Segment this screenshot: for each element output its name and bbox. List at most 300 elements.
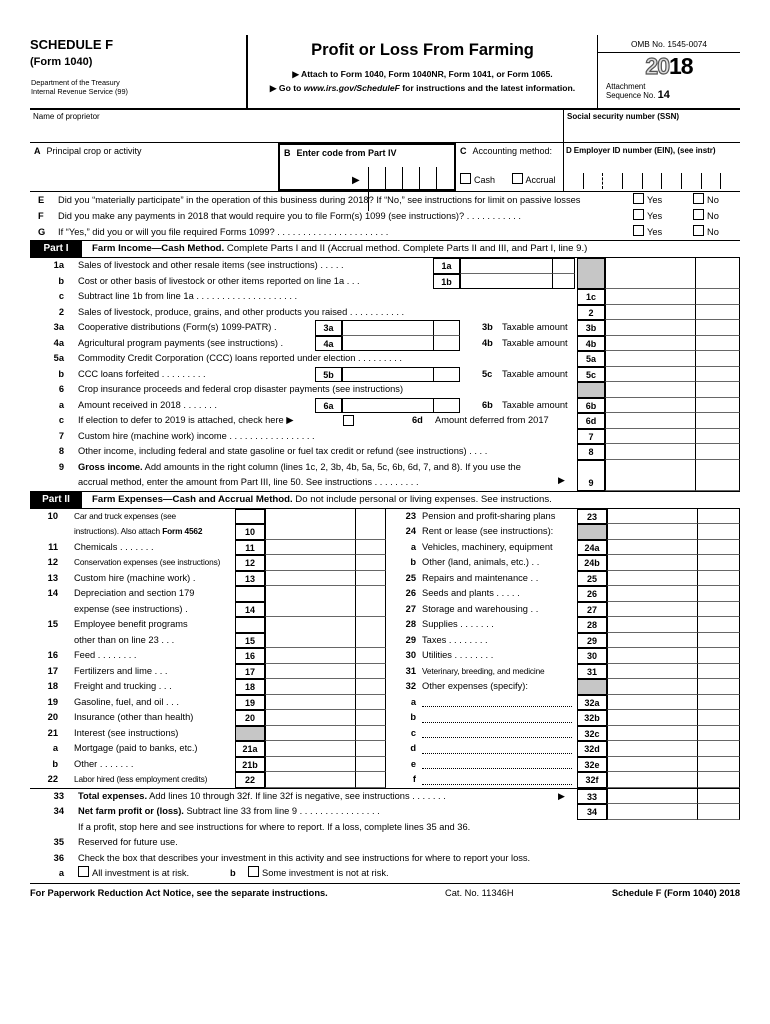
amount-6d-input[interactable] — [605, 413, 695, 429]
no-label: No — [707, 211, 719, 221]
row-24a — [390, 540, 740, 556]
cents-8-input[interactable] — [695, 444, 740, 460]
shaded-cell — [577, 679, 607, 695]
row-28 — [390, 617, 740, 633]
amount-22-input[interactable] — [265, 772, 355, 788]
all-at-risk-label: All investment is at risk. — [92, 868, 190, 878]
amount-7-input[interactable] — [605, 429, 695, 445]
dept-line1: Department of the Treasury — [31, 78, 120, 87]
cents-13-input[interactable] — [355, 571, 386, 587]
line-e-no-checkbox[interactable] — [693, 193, 704, 204]
row-5b — [30, 367, 740, 383]
row-21a — [30, 741, 386, 757]
shaded-cell — [235, 726, 265, 742]
line-number: 27 — [405, 603, 416, 614]
line-label: Commodity Credit Corporation (CCC) loans reported under election . . . . . . . . . — [78, 353, 402, 363]
amount-32a-input[interactable] — [607, 695, 697, 711]
amount-6b-input[interactable] — [605, 398, 695, 414]
cents-6b-input[interactable] — [695, 398, 740, 414]
line-5c-number: 5c — [482, 368, 493, 379]
amount-14-input[interactable] — [265, 586, 355, 617]
row-32b — [390, 710, 740, 726]
amount-27-input[interactable] — [607, 602, 697, 618]
line-box: 32d — [577, 741, 607, 757]
row-21b — [30, 757, 386, 773]
amount-cell[interactable] — [605, 258, 695, 274]
line-box: 1b — [433, 274, 460, 290]
amount-20-input[interactable] — [265, 710, 355, 726]
line-label: Reserved for future use. — [78, 837, 178, 847]
shaded-cell — [577, 274, 605, 290]
amount-4a-input[interactable] — [342, 336, 433, 352]
cents-cell[interactable] — [695, 382, 740, 398]
code-arrow-icon: ▶ — [352, 175, 360, 186]
line-number: 14 — [47, 588, 58, 598]
part2-subtitle: Do not include personal or living expenses. See instructions. — [292, 493, 552, 505]
cents-17-input[interactable] — [355, 664, 386, 680]
line-number: 2 — [58, 306, 64, 317]
line-box: 21a — [235, 741, 265, 757]
cents-9-input[interactable] — [695, 460, 740, 491]
cents-10-input[interactable] — [355, 509, 386, 540]
row-2 — [30, 305, 740, 321]
line-label: Taxes . . . . . . . . — [422, 634, 488, 645]
cents-29-input[interactable] — [697, 633, 740, 649]
amount-8-input[interactable] — [605, 444, 695, 460]
line-box: 3a — [315, 320, 342, 336]
line-box: 16 — [235, 648, 265, 664]
amount-31-input[interactable] — [607, 664, 697, 680]
row-9 — [30, 460, 740, 491]
row-3a — [30, 320, 740, 336]
line-number: 7 — [58, 430, 64, 441]
line-label: Veterinary, breeding, and medicine — [422, 665, 545, 676]
some-not-at-risk-checkbox[interactable] — [248, 866, 259, 877]
line-label: Pension and profit-sharing plans — [422, 510, 556, 521]
row-32 — [390, 679, 740, 695]
other-expense-writein[interactable] — [422, 706, 572, 707]
form-4562-ref: Form 4562 — [162, 526, 203, 536]
line-box: 2 — [577, 305, 605, 321]
line-label-2: expense (see instructions) . — [74, 603, 188, 614]
cents-cell[interactable] — [695, 258, 740, 274]
line-label: Conservation expenses (see instructions) — [74, 557, 221, 567]
form-id-block — [30, 35, 248, 108]
line-f-row — [30, 208, 740, 224]
catalog-number: Cat. No. 11346H — [445, 887, 514, 898]
other-expense-writein[interactable] — [422, 784, 572, 785]
yes-label: Yes — [647, 227, 663, 237]
cents-cell[interactable] — [697, 524, 740, 540]
cents-25-input[interactable] — [697, 571, 740, 587]
line-letter: a — [58, 868, 64, 878]
amount-cell[interactable] — [605, 274, 695, 290]
ein-digit-cell[interactable] — [602, 173, 622, 189]
proprietor-name-label: Name of proprietor — [33, 112, 100, 121]
line-label: Sales of livestock, produce, grains, and other products you raised . . . . . . . . . . . — [78, 306, 405, 317]
line-letter: a — [52, 743, 58, 753]
line-box: 32e — [577, 757, 607, 773]
cents-6a-input[interactable] — [433, 398, 460, 414]
amount-1b-input[interactable] — [460, 274, 552, 290]
line-number: 29 — [405, 634, 416, 645]
line-number: 33 — [53, 790, 64, 801]
cents-22-input[interactable] — [355, 772, 386, 788]
cents-12-input[interactable] — [355, 555, 386, 571]
line-label: Add amounts in the right column (lines 1c, 2, 3b, 4b, 5a, 5c, 6b, 6d, 7, and 8). If you use the — [142, 461, 521, 472]
form-title: Profit or Loss From Farming — [311, 41, 534, 59]
ein-digit-cell[interactable] — [583, 173, 603, 189]
line-box: 10 — [235, 524, 265, 540]
line-box: 4b — [577, 336, 605, 352]
amount-25-input[interactable] — [607, 571, 697, 587]
cents-1b-input[interactable] — [552, 274, 575, 290]
form-header — [30, 35, 740, 110]
line-e-yes-checkbox[interactable] — [633, 193, 644, 204]
amount-5b-input[interactable] — [342, 367, 433, 383]
cents-16-input[interactable] — [355, 648, 386, 664]
other-expense-writein[interactable] — [422, 737, 572, 738]
cents-4a-input[interactable] — [433, 336, 460, 352]
amount-1a-input[interactable] — [460, 258, 552, 274]
row-34 — [30, 804, 740, 820]
no-label: No — [707, 195, 719, 205]
cents-3a-input[interactable] — [433, 320, 460, 336]
line-g-no-checkbox[interactable] — [693, 225, 704, 236]
cents-5b-input[interactable] — [433, 367, 460, 383]
code-digit-cell[interactable] — [368, 167, 385, 189]
line-label: Labor hired (less employment credits) — [74, 774, 208, 784]
cents-18-input[interactable] — [355, 679, 386, 695]
ein-digit-cell[interactable] — [622, 173, 642, 189]
proprietor-name-input[interactable] — [30, 121, 563, 142]
cents-cell[interactable] — [695, 274, 740, 290]
line-number: 35 — [53, 837, 64, 847]
line-f-no-checkbox[interactable] — [693, 209, 704, 220]
line-box: 23 — [577, 509, 607, 525]
line-label: Freight and trucking . . . — [74, 681, 172, 691]
row-6 — [30, 382, 740, 398]
cents-27-input[interactable] — [697, 602, 740, 618]
amount-24a-input[interactable] — [607, 540, 697, 556]
cents-15-input[interactable] — [355, 617, 386, 648]
amount-21b-input[interactable] — [265, 757, 355, 773]
row-36 — [30, 851, 740, 867]
line-number: 6 — [58, 384, 64, 394]
form-number: (Form 1040) — [30, 56, 93, 68]
line-g-row — [30, 224, 740, 240]
line-number: 26 — [405, 588, 416, 598]
cash-checkbox[interactable] — [460, 173, 471, 184]
code-digit-cell[interactable] — [385, 167, 402, 189]
amount-23-input[interactable] — [607, 509, 697, 525]
row-23 — [390, 509, 740, 525]
line-letter: c — [58, 291, 64, 301]
cents-32d-input[interactable] — [697, 741, 740, 757]
line-box: 20 — [235, 710, 265, 726]
other-expense-writein[interactable] — [422, 768, 572, 769]
line-e-text: Did you “materially participate” in the operation of this business during 2018? If “No,” see instructions for limit on passive losses — [58, 195, 581, 205]
row-5a — [30, 351, 740, 367]
line-e-row — [30, 192, 740, 208]
line-letter: a — [58, 399, 64, 410]
cents-32e-input[interactable] — [697, 757, 740, 773]
line-box: 11 — [235, 540, 265, 556]
ssn-input[interactable] — [564, 121, 740, 142]
line-number: 23 — [405, 510, 416, 521]
ssn-cell — [563, 110, 740, 142]
right-arrow-icon: ▶ — [558, 475, 565, 485]
amount-33-input[interactable] — [607, 789, 697, 805]
line-c-cell — [456, 143, 563, 191]
line-a-letter: A — [34, 146, 41, 156]
amount-cell[interactable] — [607, 679, 697, 695]
net-profit-label: Net farm profit or (loss). — [78, 806, 184, 816]
amount-30-input[interactable] — [607, 648, 697, 664]
amount-17-input[interactable] — [265, 664, 355, 680]
line-box: 24b — [577, 555, 607, 571]
line-letter: b — [410, 712, 416, 722]
amount-34-input[interactable] — [607, 804, 697, 820]
proprietor-name-cell — [30, 110, 563, 142]
cents-32f-input[interactable] — [697, 772, 740, 788]
amount-32f-input[interactable] — [607, 772, 697, 788]
cents-4b-input[interactable] — [695, 336, 740, 352]
cents-24a-input[interactable] — [697, 540, 740, 556]
cents-32b-input[interactable] — [697, 710, 740, 726]
amount-32c-input[interactable] — [607, 726, 697, 742]
amount-9-input[interactable] — [605, 460, 695, 491]
amount-5a-input[interactable] — [605, 351, 695, 367]
row-6c — [30, 413, 740, 429]
cents-30-input[interactable] — [697, 648, 740, 664]
taxable-amount-label: Taxable amount — [502, 368, 568, 379]
cents-28-input[interactable] — [697, 617, 740, 633]
right-arrow-icon: ▶ — [558, 790, 565, 801]
code-digit-cell[interactable] — [436, 167, 453, 189]
defer-election-checkbox[interactable] — [343, 415, 354, 426]
line-box: 32c — [577, 726, 607, 742]
line-box: 17 — [235, 664, 265, 680]
omb-block — [597, 35, 740, 108]
cents-32a-input[interactable] — [697, 695, 740, 711]
amount-19-input[interactable] — [265, 695, 355, 711]
line-box: 32a — [577, 695, 607, 711]
line-letter: d — [410, 743, 416, 753]
line-number: 30 — [405, 650, 416, 660]
amount-3a-input[interactable] — [342, 320, 433, 336]
amount-32b-input[interactable] — [607, 710, 697, 726]
row-7 — [30, 429, 740, 445]
ein-digit-cell[interactable] — [564, 173, 583, 189]
ein-cells — [564, 173, 740, 189]
cents-23-input[interactable] — [697, 509, 740, 525]
line-box: 24a — [577, 540, 607, 556]
line-label: Interest (see instructions) — [74, 727, 179, 738]
cents-26-input[interactable] — [697, 586, 740, 602]
cents-20-input[interactable] — [355, 710, 386, 726]
amount-11-input[interactable] — [265, 540, 355, 556]
line-label-2: other than on line 23 . . . — [74, 634, 175, 645]
line-number: 32 — [405, 681, 416, 691]
line-label: Check the box that describes your investment in this activity and see instructions for where to report your loss. — [78, 852, 531, 863]
line-label: Cost or other basis of livestock or other items reported on line 1a . . . — [78, 275, 360, 286]
line-letter: b — [230, 868, 236, 878]
accrual-checkbox[interactable] — [512, 173, 523, 184]
amount-18-input[interactable] — [265, 679, 355, 695]
line-box: 21b — [235, 757, 265, 773]
row-12 — [30, 555, 386, 571]
cents-32c-input[interactable] — [697, 726, 740, 742]
amount-6a-input[interactable] — [342, 398, 433, 414]
row-29 — [390, 633, 740, 649]
row-14 — [30, 586, 386, 617]
amount-cell[interactable] — [605, 382, 695, 398]
ein-digit-cell[interactable] — [642, 173, 662, 189]
line-box: 30 — [577, 648, 607, 664]
line-label: Other expenses (specify): — [422, 681, 528, 691]
cents-24b-input[interactable] — [697, 555, 740, 571]
gross-income-label: Gross income. — [78, 461, 143, 472]
amount-29-input[interactable] — [607, 633, 697, 649]
other-expense-writein[interactable] — [422, 722, 572, 723]
line-number: 11 — [48, 541, 58, 552]
line-box: 32b — [577, 710, 607, 726]
row-19 — [30, 695, 386, 711]
row-16 — [30, 648, 386, 664]
line-box: 13 — [235, 571, 265, 587]
line-g-yes-checkbox[interactable] — [633, 225, 644, 236]
amount-10-input[interactable] — [265, 509, 355, 540]
line-a-label: Principal crop or activity — [46, 146, 142, 156]
cents-11-input[interactable] — [355, 540, 386, 556]
cents-31-input[interactable] — [697, 664, 740, 680]
amount-16-input[interactable] — [265, 648, 355, 664]
ein-digit-cell[interactable] — [661, 173, 681, 189]
form-footer-id: Schedule F (Form 1040) 2018 — [611, 887, 740, 898]
cents-21b-input[interactable] — [355, 757, 386, 773]
code-digit-cell[interactable] — [402, 167, 419, 189]
line-box: 7 — [577, 429, 605, 445]
cents-33-input[interactable] — [697, 789, 740, 805]
amount-5c-input[interactable] — [605, 367, 695, 383]
line-box: 5b — [315, 367, 342, 383]
line-label: If election to defer to 2019 is attached, check here ▶ — [78, 415, 294, 425]
cents-5a-input[interactable] — [695, 351, 740, 367]
cents-6d-input[interactable] — [695, 413, 740, 429]
line-number: 4a — [53, 337, 64, 348]
line-box: 31 — [577, 664, 607, 680]
cents-cell[interactable] — [697, 679, 740, 695]
empty-box — [235, 586, 265, 602]
cents-21a-input[interactable] — [355, 741, 386, 757]
ein-digit-cell[interactable] — [681, 173, 701, 189]
cents-3b-input[interactable] — [695, 320, 740, 336]
ein-digit-cell[interactable] — [720, 173, 740, 189]
amount-15-input[interactable] — [265, 617, 355, 648]
line-3b-number: 3b — [482, 322, 493, 332]
line-b-letter: B — [284, 148, 291, 158]
total-expenses-label: Total expenses. — [78, 790, 148, 801]
amount-12-input[interactable] — [265, 555, 355, 571]
cents-14-input[interactable] — [355, 586, 386, 617]
amount-32e-input[interactable] — [607, 757, 697, 773]
ein-digit-cell[interactable] — [701, 173, 721, 189]
cents-2-input[interactable] — [695, 305, 740, 321]
line-box: 29 — [577, 633, 607, 649]
attachment-sequence: Attachment Sequence No. 14 — [606, 82, 670, 101]
line-f-yes-checkbox[interactable] — [633, 209, 644, 220]
line-label: Fertilizers and lime . . . — [74, 665, 168, 676]
row-24b — [390, 555, 740, 571]
line-box: 6d — [577, 413, 605, 429]
all-at-risk-checkbox[interactable] — [78, 866, 89, 877]
amount-cell[interactable] — [607, 524, 697, 540]
line-box: 8 — [577, 444, 605, 460]
cents-34-input[interactable] — [697, 804, 740, 820]
cents-5c-input[interactable] — [695, 367, 740, 383]
line-label: Add lines 10 through 32f. If line 32f is negative, see instructions . . . . . . . — [147, 790, 446, 801]
row-6a — [30, 398, 740, 414]
line-number: 10 — [47, 510, 58, 521]
line-b-label: Enter code from Part IV — [296, 148, 397, 158]
line-label: Chemicals . . . . . . . — [74, 541, 154, 552]
row-18 — [30, 679, 386, 695]
part-iv-code-cells — [368, 167, 454, 189]
amount-26-input[interactable] — [607, 586, 697, 602]
line-letter: a — [410, 541, 416, 552]
line-number: 15 — [47, 619, 58, 629]
line-b-box — [278, 143, 456, 191]
line-number: 5a — [53, 353, 64, 363]
attach-instruction: ▶ Attach to Form 1040, Form 1040NR, Form 1041, or Form 1065. — [292, 69, 553, 79]
line-label-2: instructions). Also attach — [74, 526, 163, 536]
amount-4b-input[interactable] — [605, 336, 695, 352]
cents-1c-input[interactable] — [695, 289, 740, 305]
amount-cell[interactable] — [265, 726, 355, 742]
expenses-grid — [30, 509, 740, 788]
line-letter: c — [410, 727, 416, 738]
amount-32d-input[interactable] — [607, 741, 697, 757]
amount-1c-input[interactable] — [605, 289, 695, 305]
principal-crop-input[interactable] — [30, 154, 278, 191]
cents-7-input[interactable] — [695, 429, 740, 445]
code-digit-cell[interactable] — [419, 167, 436, 189]
other-expense-writein[interactable] — [422, 753, 572, 754]
line-e-letter: E — [38, 195, 45, 205]
taxable-amount-label: Taxable amount — [502, 322, 568, 332]
amount-28-input[interactable] — [607, 617, 697, 633]
amount-21a-input[interactable] — [265, 741, 355, 757]
goto-instruction: ▶ Go to www.irs.gov/ScheduleF for instructions and the latest information. — [269, 83, 576, 93]
cents-cell[interactable] — [355, 726, 386, 742]
line-g-letter: G — [38, 227, 46, 237]
paperwork-notice: For Paperwork Reduction Act Notice, see the separate instructions. — [30, 887, 328, 898]
cents-19-input[interactable] — [355, 695, 386, 711]
amount-3b-input[interactable] — [605, 320, 695, 336]
row-15 — [30, 617, 386, 648]
line-number: 12 — [47, 557, 58, 567]
amount-24b-input[interactable] — [607, 555, 697, 571]
line-number: 13 — [47, 572, 58, 583]
amount-2-input[interactable] — [605, 305, 695, 321]
line-box: 33 — [577, 789, 607, 805]
row-11 — [30, 540, 386, 556]
cents-1a-input[interactable] — [552, 258, 575, 274]
amount-13-input[interactable] — [265, 571, 355, 587]
title-block — [248, 35, 597, 108]
line-label: Repairs and maintenance . . — [422, 572, 539, 583]
